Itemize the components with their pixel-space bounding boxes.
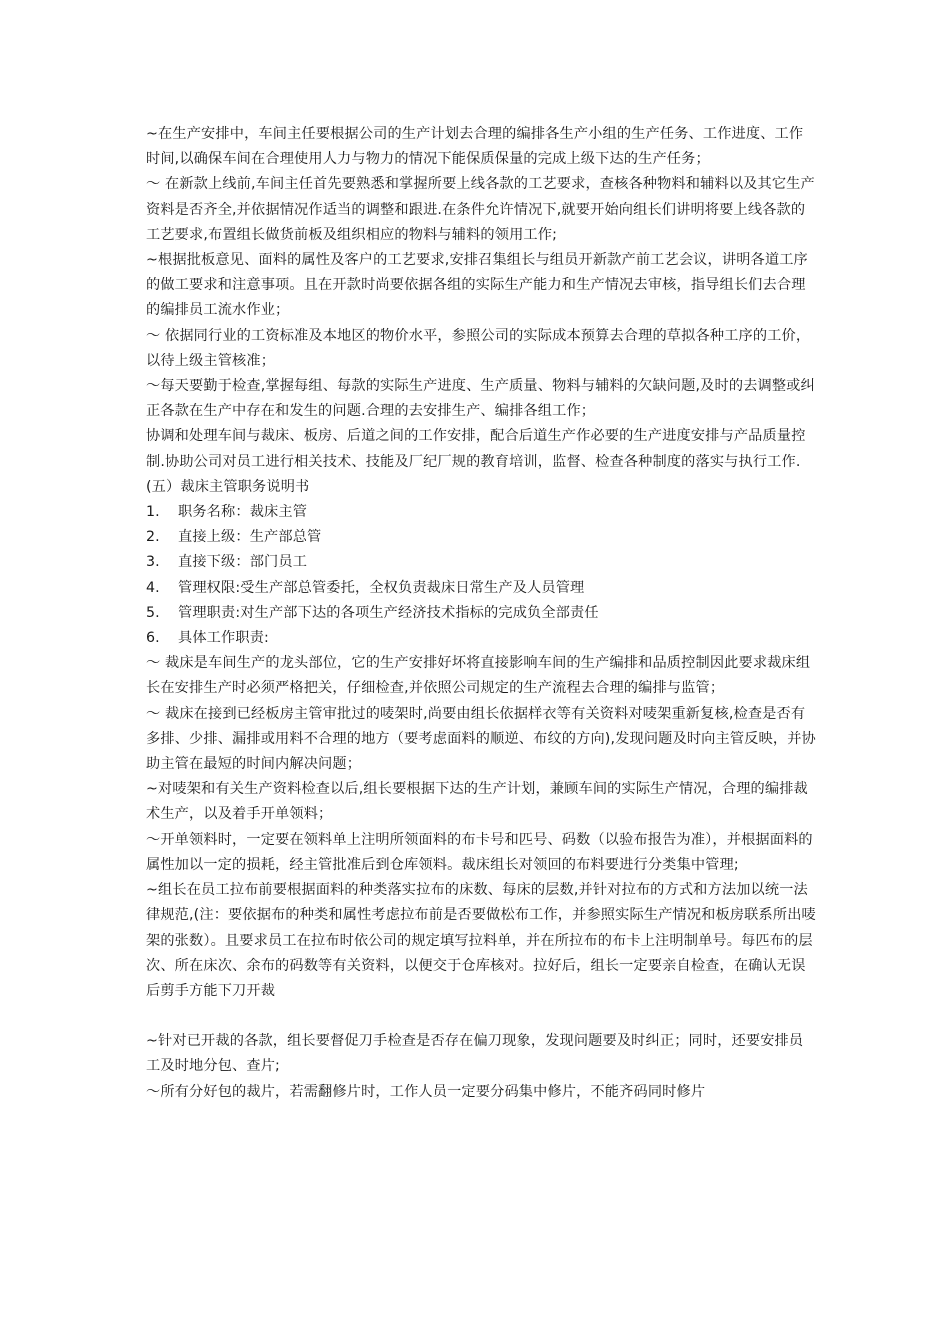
list-text: 管理职责:对生产部下达的各项生产经济技术指标的完成负全部责任 (178, 604, 599, 621)
list-text: 职务名称：裁床主管 (178, 504, 308, 521)
document-body (146, 122, 816, 1105)
list-item (146, 550, 816, 575)
paragraph: ~针对已开裁的各款，组长要督促刀手检查是否存在偏刀现象，发现问题要及时纠正；同时，还要安排员工及时地分包、查片; (146, 1033, 804, 1075)
list-number: 5. (146, 604, 160, 621)
section-heading: (五）裁床主管职务说明书 (146, 478, 310, 495)
paragraph: ~对唛架和有关生产资料检查以后,组长要根据下达的生产计划，兼顾车间的实际生产情况，合理的编排裁术生产，以及着手开单领料； (146, 781, 808, 823)
list-number: 4. (146, 579, 160, 596)
paragraph: ～每天要勤于检查,掌握每组、每款的实际生产进度、生产质量、物料与辅料的欠缺问题,及时的去调整或纠正各款在生产中存在和发生的问题.合理的去安排生产、编排各组工作； (146, 378, 815, 420)
paragraph: 协调和处理车间与裁床、板房、后道之间的工作安排，配合后道生产作必要的生产进度安排与产品质量控制.协助公司对员工进行相关技术、技能及厂纪厂规的教育培训，监督、检查各种制度的落实与执行工作. (146, 428, 806, 470)
list-text: 直接下级：部门员工 (178, 554, 308, 571)
list-item (146, 500, 816, 525)
paragraph: ~根据批板意见、面料的属性及客户的工艺要求,安排召集组长与组员开新款产前工艺会议，讲明各道工序的做工要求和注意事项。且在开款时尚要依据各组的实际生产能力和生产情况去审核，指导组长们去合理的编排员工流水作业； (146, 252, 808, 319)
list-item (146, 525, 816, 550)
paragraph: ～ 裁床在接到已经板房主管审批过的唛架时,尚要由组长依据样衣等有关资料对唛架重新复核,检查是否有多排、少排、漏排或用料不合理的地方（要考虑面料的顺逆、布纹的方向),发现问题及时向主管反映，并协助主管在最短的时间内解决问题； (146, 705, 816, 773)
list-number: 3. (146, 554, 160, 571)
paragraph: ~在生产安排中，车间主任要根据公司的生产计划去合理的编排各生产小组的生产任务、工作进度、工作时间,以确保车间在合理使用人力与物力的情况下能保质保量的完成上级下达的生产任务； (146, 126, 804, 168)
paragraph: ~组长在员工拉布前要根据面料的种类落实拉布的床数、每床的层数,并针对拉布的方式和方法加以统一法律规范,(注：要依据布的种类和属性考虑拉布前是否要做松布工作，并参照实际生产情况和板房联系所出唛架的张数）。且要求员工在拉布时依公司的规定填写拉料单，并在所拉布的布卡上注明制单号。每匹布的层次、所在床次、余布的码数等有关资料，以便交于仓库核对。拉好后，组长一定要亲自检查，在确认无误后剪手方能下刀开裁 (146, 882, 816, 999)
list-number: 2. (146, 529, 160, 546)
paragraph: ～ 依据同行业的工资标准及本地区的物价水平，参照公司的实际成本预算去合理的草拟各种工序的工价，以待上级主管核准； (146, 327, 811, 369)
list-item (146, 626, 816, 651)
list-item (146, 601, 816, 626)
list-number: 6. (146, 630, 160, 647)
list-text: 具体工作职责: (178, 630, 269, 647)
paragraph: ～ 裁床是车间生产的龙头部位，它的生产安排好坏将直接影响车间的生产编排和品质控制因此要求裁床组长在安排生产时必须严格把关，仔细检查,并依照公司规定的生产流程去合理的编排与监管； (146, 655, 811, 697)
list-number: 1. (146, 504, 160, 521)
list-item (146, 576, 816, 601)
blank-line (146, 1004, 816, 1029)
paragraph: ～开单领料时，一定要在领料单上注明所领面料的布卡号和匹号、码数（以验布报告为准），并根据面料的属性加以一定的损耗，经主管批准后到仓库领料。裁床组长对领回的布料要进行分类集中管理; (146, 831, 813, 873)
paragraph: ～所有分好包的裁片，若需翻修片时，工作人员一定要分码集中修片，不能齐码同时修片 (146, 1083, 706, 1100)
list-text: 直接上级：生产部总管 (178, 529, 322, 546)
paragraph: ～ 在新款上线前,车间主任首先要熟悉和掌握所要上线各款的工艺要求，查核各种物料和辅料以及其它生产资料是否齐全,并依据情况作适当的调整和跟进.在条件允许情况下,就要开始向组长们讲明将要上线各款的工艺要求,布置组长做货前板及组织相应的物料与辅料的领用工作; (146, 176, 815, 243)
list-text: 管理权限:受生产部总管委托，全权负责裁床日常生产及人员管理 (178, 579, 585, 596)
